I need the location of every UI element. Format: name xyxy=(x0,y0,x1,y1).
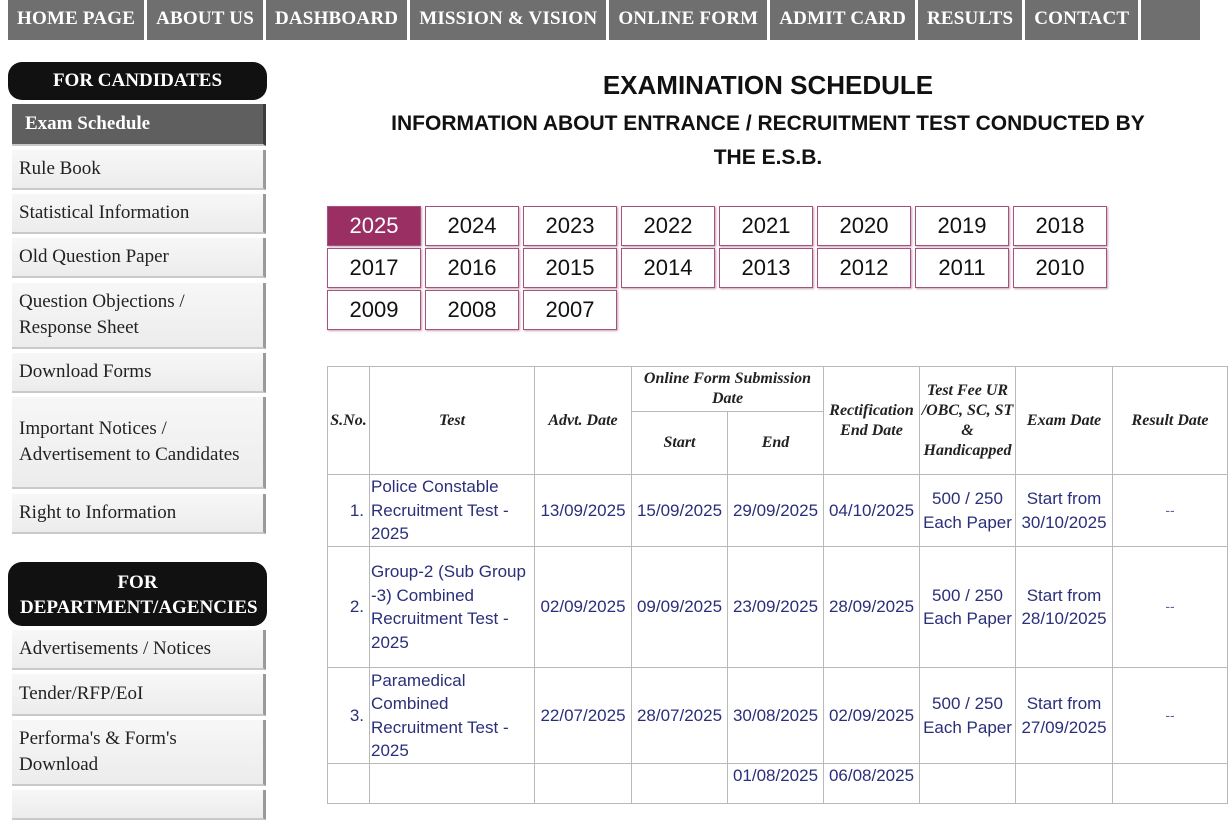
header-rectification-end-date: Rectification End Date xyxy=(824,367,920,475)
nav-home-page[interactable]: HOME PAGE xyxy=(8,0,147,40)
cell-result: -- xyxy=(1113,668,1228,764)
cell-test xyxy=(370,764,535,804)
cell-exam: Start from 30/10/2025 xyxy=(1016,475,1113,547)
nav-dashboard[interactable]: DASHBOARD xyxy=(266,0,410,40)
header-start: Start xyxy=(632,412,728,475)
sidebar-item-advertisements-notices[interactable]: Advertisements / Notices xyxy=(12,630,266,670)
sidebar-item-important-notices[interactable]: Important Notices / Advertisement to Candidates xyxy=(12,397,266,489)
header-online-form-submission: Online Form Submission Date xyxy=(632,367,824,412)
year-tab-2010[interactable]: 2010 xyxy=(1013,248,1107,288)
top-navigation xyxy=(8,0,1200,40)
exam-schedule-table xyxy=(327,366,1228,804)
year-tab-2011[interactable]: 2011 xyxy=(915,248,1009,288)
cell-advt xyxy=(535,764,632,804)
cell-advt: 02/09/2025 xyxy=(535,547,632,668)
cell-rect: 02/09/2025 xyxy=(824,668,920,764)
cell-sno: 1. xyxy=(328,475,370,547)
cell-end: 01/08/2025 xyxy=(728,764,824,804)
header-exam-date: Exam Date xyxy=(1016,367,1113,475)
year-tab-2023[interactable]: 2023 xyxy=(523,206,617,246)
cell-end: 30/08/2025 xyxy=(728,668,824,764)
sidebar-heading-department xyxy=(8,562,267,626)
table-row xyxy=(328,475,1228,547)
header-test: Test xyxy=(370,367,535,475)
year-tab-2024[interactable]: 2024 xyxy=(425,206,519,246)
nav-about-us[interactable]: ABOUT US xyxy=(147,0,266,40)
year-tab-2018[interactable]: 2018 xyxy=(1013,206,1107,246)
header-advt-date: Advt. Date xyxy=(535,367,632,475)
cell-result: -- xyxy=(1113,475,1228,547)
sidebar-item-cut-off[interactable] xyxy=(12,790,266,820)
year-tab-2019[interactable]: 2019 xyxy=(915,206,1009,246)
header-result-date: Result Date xyxy=(1113,367,1228,475)
nav-results[interactable]: RESULTS xyxy=(918,0,1025,40)
nav-mission-vision[interactable]: MISSION & VISION xyxy=(410,0,609,40)
year-tab-2017[interactable]: 2017 xyxy=(327,248,421,288)
cell-exam: Start from 28/10/2025 xyxy=(1016,547,1113,668)
year-tab-2016[interactable]: 2016 xyxy=(425,248,519,288)
cell-test[interactable]: Paramedical Combined Recruitment Test - 2025 xyxy=(370,668,535,764)
sidebar-item-statistical-information[interactable]: Statistical Information xyxy=(12,194,266,234)
cell-fee: 500 / 250 Each Paper xyxy=(920,668,1016,764)
sidebar-item-download-forms[interactable]: Download Forms xyxy=(12,353,266,393)
cell-fee: 500 / 250 Each Paper xyxy=(920,475,1016,547)
sidebar-item-exam-schedule[interactable]: Exam Schedule xyxy=(12,104,266,146)
header-end: End xyxy=(728,412,824,475)
sidebar-item-question-objections[interactable]: Question Objections / Response Sheet xyxy=(12,283,266,349)
cell-advt: 22/07/2025 xyxy=(535,668,632,764)
cell-start: 09/09/2025 xyxy=(632,547,728,668)
cell-end: 23/09/2025 xyxy=(728,547,824,668)
year-tab-2022[interactable]: 2022 xyxy=(621,206,715,246)
header-sno: S.No. xyxy=(328,367,370,475)
cell-sno: 3. xyxy=(328,668,370,764)
cell-result: -- xyxy=(1113,547,1228,668)
cell-start: 15/09/2025 xyxy=(632,475,728,547)
year-tab-2015[interactable]: 2015 xyxy=(523,248,617,288)
cell-start xyxy=(632,764,728,804)
year-tab-2013[interactable]: 2013 xyxy=(719,248,813,288)
table-row xyxy=(328,764,1228,804)
cell-fee xyxy=(920,764,1016,804)
table-row xyxy=(328,547,1228,668)
sidebar-item-old-question-paper[interactable]: Old Question Paper xyxy=(12,238,266,278)
cell-fee: 500 / 250 Each Paper xyxy=(920,547,1016,668)
cell-rect: 28/09/2025 xyxy=(824,547,920,668)
sidebar-item-rule-book[interactable]: Rule Book xyxy=(12,150,266,190)
cell-exam: Start from 27/09/2025 xyxy=(1016,668,1113,764)
page-title: EXAMINATION SCHEDULE xyxy=(602,70,934,100)
year-tab-2014[interactable]: 2014 xyxy=(621,248,715,288)
year-tab-2025[interactable]: 2025 xyxy=(327,206,421,246)
cell-start: 28/07/2025 xyxy=(632,668,728,764)
cell-sno xyxy=(328,764,370,804)
year-tab-2009[interactable]: 2009 xyxy=(327,290,421,330)
cell-test[interactable]: Police Constable Recruitment Test - 2025 xyxy=(370,475,535,547)
cell-exam xyxy=(1016,764,1113,804)
sidebar-item-tender-rfp[interactable]: Tender/RFP/EoI xyxy=(12,674,266,716)
year-tab-2020[interactable]: 2020 xyxy=(817,206,911,246)
cell-test[interactable]: Group-2 (Sub Group -3) Combined Recruitment Test - 2025 xyxy=(370,547,535,668)
nav-contact[interactable]: CONTACT xyxy=(1025,0,1141,40)
nav-admit-card[interactable]: ADMIT CARD xyxy=(770,0,918,40)
sidebar-item-performas-forms[interactable]: Performa's & Form's Download xyxy=(12,720,266,786)
cell-result xyxy=(1113,764,1228,804)
page-subtitle-line-2: THE E.S.B. xyxy=(713,146,823,169)
sidebar-heading-department-text: FOR DEPARTMENT/AGENCIES xyxy=(20,572,258,618)
year-tab-2021[interactable]: 2021 xyxy=(719,206,813,246)
cell-rect: 06/08/2025 xyxy=(824,764,920,804)
cell-advt: 13/09/2025 xyxy=(535,475,632,547)
cell-end: 29/09/2025 xyxy=(728,475,824,547)
table-row xyxy=(328,668,1228,764)
year-tab-2008[interactable]: 2008 xyxy=(425,290,519,330)
nav-online-form[interactable]: ONLINE FORM xyxy=(609,0,770,40)
cell-sno: 2. xyxy=(328,547,370,668)
year-tab-2012[interactable]: 2012 xyxy=(817,248,911,288)
year-tab-2007[interactable]: 2007 xyxy=(523,290,617,330)
cell-rect: 04/10/2025 xyxy=(824,475,920,547)
header-test-fee: Test Fee UR /OBC, SC, ST & Handicapped xyxy=(920,367,1016,475)
sidebar-heading-candidates: FOR CANDIDATES xyxy=(8,62,267,100)
page-subtitle-line-1: INFORMATION ABOUT ENTRANCE / RECRUITMENT TEST CONDUCTED BY xyxy=(391,112,1145,135)
sidebar-item-right-to-information[interactable]: Right to Information xyxy=(12,494,266,534)
